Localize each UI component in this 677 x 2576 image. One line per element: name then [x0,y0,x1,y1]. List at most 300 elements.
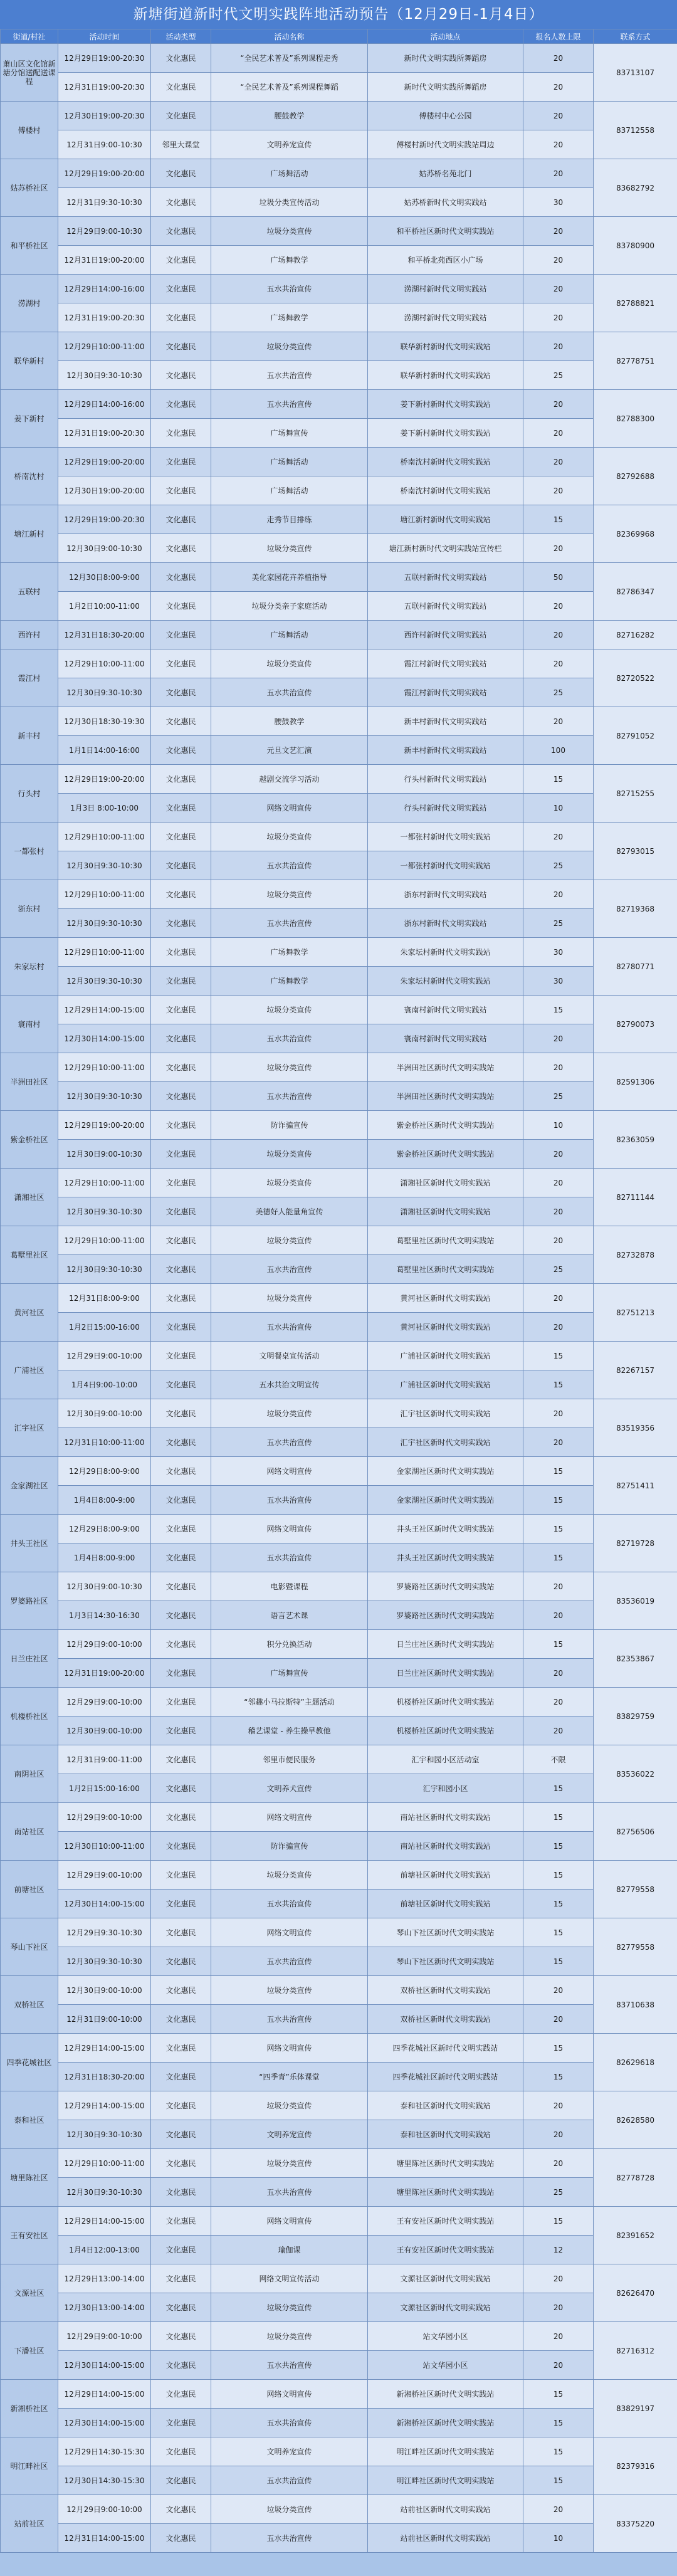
type-cell: 文化惠民 [151,102,211,130]
type-cell: 文化惠民 [151,1486,211,1515]
time-cell: 1月4日9:00-10:00 [58,1370,151,1399]
type-cell: 文化惠民 [151,505,211,534]
community-name-cell: 朱家坛村 [1,938,58,996]
contact-phone-cell: 82628580 [594,2091,677,2149]
time-cell: 12月29日9:00-10:00 [58,1688,151,1716]
type-cell: 文化惠民 [151,1716,211,1745]
contact-phone-cell: 82732878 [594,1226,677,1284]
capacity-cell: 15 [523,1803,594,1832]
table-row [1,1803,677,1832]
table-row [1,1774,677,1803]
time-cell: 12月29日9:00-10:00 [58,1342,151,1370]
capacity-cell: 20 [523,1601,594,1630]
capacity-cell: 15 [523,765,594,794]
location-cell: 联华新村新时代文明实践站 [368,332,523,361]
contact-phone-cell: 82379316 [594,2437,677,2495]
table-row [1,1976,677,2005]
activity-cell: 五水共治宣传 [211,678,368,707]
capacity-cell: 20 [523,448,594,476]
location-cell: 姑苏桥名苑北门 [368,159,523,188]
location-cell: 紫金桥社区新时代文明实践站 [368,1140,523,1169]
location-cell: 泰和社区新时代文明实践站 [368,2091,523,2120]
capacity-cell: 15 [523,2207,594,2236]
type-cell: 文化惠民 [151,275,211,303]
time-cell: 12月29日9:30-10:30 [58,1918,151,1947]
table-row [1,938,677,967]
location-cell: 潇湘社区新时代文明实践站 [368,1169,523,1197]
type-cell: 文化惠民 [151,2091,211,2120]
time-cell: 12月29日13:00-14:00 [58,2264,151,2293]
contact-phone-cell: 83375220 [594,2495,677,2553]
community-name-cell: 前塘社区 [1,1861,58,1918]
capacity-cell: 15 [523,2380,594,2409]
location-cell: 汇宇社区新时代文明实践站 [368,1428,523,1457]
time-cell: 12月30日9:00-10:00 [58,1976,151,2005]
location-cell: 广浦社区新时代文明实践站 [368,1342,523,1370]
community-name-cell: 桥南沈村 [1,448,58,505]
capacity-cell: 100 [523,736,594,765]
contact-phone-cell: 82779558 [594,1918,677,1976]
time-cell: 12月29日10:00-11:00 [58,1053,151,1082]
capacity-cell: 30 [523,938,594,967]
table-row [1,1688,677,1716]
activity-cell: 垃圾分类宣传 [211,332,368,361]
location-cell: 新湘桥社区新时代文明实践站 [368,2380,523,2409]
activity-cell: 广场舞宣传 [211,1659,368,1688]
contact-phone-cell: 82790073 [594,996,677,1053]
table-row [1,1601,677,1630]
time-cell: 12月30日19:00-20:00 [58,476,151,505]
type-cell: 文化惠民 [151,649,211,678]
type-cell: 文化惠民 [151,1313,211,1342]
capacity-cell: 20 [523,1140,594,1169]
activity-cell: 文明餐桌宣传活动 [211,1342,368,1370]
capacity-cell: 20 [523,649,594,678]
capacity-cell: 20 [523,73,594,102]
table-row [1,1111,677,1140]
type-cell: 文化惠民 [151,1774,211,1803]
capacity-cell: 20 [523,1428,594,1457]
location-cell: 五联村新时代文明实践站 [368,592,523,621]
capacity-cell: 15 [523,505,594,534]
capacity-cell: 15 [523,2034,594,2063]
table-row [1,2293,677,2322]
table-row [1,794,677,823]
capacity-cell: 15 [523,2466,594,2495]
time-cell: 12月30日14:00-15:00 [58,1024,151,1053]
location-cell: 塘江新村新时代文明实践站宣传栏 [368,534,523,563]
location-cell: 站文华园小区 [368,2351,523,2380]
type-cell: 文化惠民 [151,1947,211,1976]
type-cell: 文化惠民 [151,967,211,996]
location-cell: 半洲田社区新时代文明实践站 [368,1082,523,1111]
location-cell: 日兰庄社区新时代文明实践站 [368,1630,523,1659]
table-body [1,44,677,2553]
time-cell: 12月31日19:00-20:00 [58,1659,151,1688]
type-cell: 文化惠民 [151,1255,211,1284]
table-row [1,2264,677,2293]
location-cell: 王有安社区新时代文明实践站 [368,2207,523,2236]
contact-phone-cell: 82788821 [594,275,677,332]
contact-phone-cell: 82793015 [594,823,677,880]
type-cell: 文化惠民 [151,1169,211,1197]
capacity-cell: 12 [523,2236,594,2264]
table-row [1,2034,677,2063]
activity-cell: 元旦文艺汇演 [211,736,368,765]
capacity-cell: 20 [523,1053,594,1082]
activity-cell: 广场舞活动 [211,448,368,476]
location-cell: 霞江村新时代文明实践站 [368,678,523,707]
time-cell: 12月30日19:00-20:30 [58,102,151,130]
location-cell: 新丰村新时代文明实践站 [368,707,523,736]
contact-phone-cell: 82779558 [594,1861,677,1918]
type-cell: 文化惠民 [151,1111,211,1140]
contact-phone-cell: 82716282 [594,621,677,649]
contact-phone-cell: 82719728 [594,1515,677,1572]
contact-phone-cell: 83536019 [594,1572,677,1630]
table-row [1,2322,677,2351]
location-cell: 站文华园小区 [368,2322,523,2351]
type-cell: 文化惠民 [151,1861,211,1890]
contact-phone-cell: 83536022 [594,1745,677,1803]
time-cell: 12月29日9:00-10:00 [58,1803,151,1832]
header-cell-activity: 活动名称 [211,29,368,44]
activity-cell: 文明养犬宣传 [211,1774,368,1803]
activity-cell: 广场舞活动 [211,621,368,649]
location-cell: 寰南村新时代文明实践站 [368,1024,523,1053]
type-cell: 文化惠民 [151,1745,211,1774]
time-cell: 12月30日9:00-10:00 [58,1716,151,1745]
type-cell: 文化惠民 [151,1197,211,1226]
capacity-cell: 30 [523,967,594,996]
table-row [1,909,677,938]
capacity-cell: 15 [523,1515,594,1543]
community-name-cell: 明江畔社区 [1,2437,58,2495]
type-cell: 文化惠民 [151,1803,211,1832]
capacity-cell: 20 [523,2293,594,2322]
table-row [1,1457,677,1486]
capacity-cell: 20 [523,1688,594,1716]
type-cell: 文化惠民 [151,909,211,938]
contact-phone-cell: 82711144 [594,1169,677,1226]
location-cell: 金家湖社区新时代文明实践站 [368,1457,523,1486]
time-cell: 12月30日8:00-9:00 [58,563,151,592]
capacity-cell: 15 [523,1486,594,1515]
activity-cell: 五水共治宣传 [211,275,368,303]
capacity-cell: 20 [523,534,594,563]
table-row [1,2005,677,2034]
location-cell: 泰和社区新时代文明实践站 [368,2120,523,2149]
contact-phone-cell: 82778728 [594,2149,677,2207]
type-cell: 文化惠民 [151,621,211,649]
capacity-cell: 20 [523,419,594,448]
time-cell: 12月29日9:00-10:00 [58,2322,151,2351]
type-cell: 文化惠民 [151,765,211,794]
table-row [1,2409,677,2437]
activity-cell: 垃圾分类宣传 [211,217,368,246]
time-cell: 12月30日13:00-14:00 [58,2293,151,2322]
activity-cell: 五水共治宣传 [211,2524,368,2553]
contact-phone-cell: 82716312 [594,2322,677,2380]
location-cell: 王有安社区新时代文明实践站 [368,2236,523,2264]
type-cell: 文化惠民 [151,1053,211,1082]
time-cell: 12月29日14:00-16:00 [58,275,151,303]
activity-cell: 网络文明宣传活动 [211,2264,368,2293]
capacity-cell: 20 [523,1659,594,1688]
capacity-cell: 25 [523,851,594,880]
table-row [1,1140,677,1169]
capacity-cell: 25 [523,678,594,707]
table-row [1,765,677,794]
activity-cell: 网络文明宣传 [211,794,368,823]
capacity-cell: 25 [523,1255,594,1284]
contact-phone-cell: 82792688 [594,448,677,505]
location-cell: 汇宇社区新时代文明实践站 [368,1399,523,1428]
community-name-cell: 汇宇社区 [1,1399,58,1457]
contact-phone-cell: 83829197 [594,2380,677,2437]
type-cell: 文化惠民 [151,361,211,390]
capacity-cell: 不限 [523,1745,594,1774]
location-cell: 和平桥社区新时代文明实践站 [368,217,523,246]
activity-cell: 网络文明宣传 [211,1803,368,1832]
location-cell: 浙东村新时代文明实践站 [368,880,523,909]
table-row [1,390,677,419]
time-cell: 12月29日19:00-20:00 [58,159,151,188]
type-cell: 文化惠民 [151,2524,211,2553]
type-cell: 文化惠民 [151,1659,211,1688]
type-cell: 文化惠民 [151,678,211,707]
capacity-cell: 20 [523,2149,594,2178]
table-row [1,419,677,448]
type-cell: 文化惠民 [151,448,211,476]
contact-phone-cell: 82591306 [594,1053,677,1111]
type-cell: 文化惠民 [151,1918,211,1947]
capacity-cell: 20 [523,303,594,332]
time-cell: 1月1日14:00-16:00 [58,736,151,765]
table-row [1,1659,677,1688]
time-cell: 1月2日15:00-16:00 [58,1774,151,1803]
contact-phone-cell: 83682792 [594,159,677,217]
activity-cell: 五水共治文明宣传 [211,1370,368,1399]
type-cell: 文化惠民 [151,736,211,765]
capacity-cell: 20 [523,621,594,649]
capacity-cell: 15 [523,1832,594,1861]
location-cell: 四季花城社区新时代文明实践站 [368,2063,523,2091]
community-name-cell: 潇湘社区 [1,1169,58,1226]
time-cell: 12月31日9:00-11:00 [58,1745,151,1774]
table-row [1,678,677,707]
type-cell: 文化惠民 [151,592,211,621]
type-cell: 文化惠民 [151,1890,211,1918]
community-name-cell: 井头王社区 [1,1515,58,1572]
location-cell: 明江畔社区新时代文明实践站 [368,2437,523,2466]
table-row [1,159,677,188]
activity-cell: 五水共治宣传 [211,390,368,419]
location-cell: 文源社区新时代文明实践站 [368,2264,523,2293]
activity-cell: 广场舞活动 [211,476,368,505]
contact-phone-cell: 83712558 [594,102,677,159]
location-cell: 井头王社区新时代文明实践站 [368,1543,523,1572]
time-cell: 12月29日14:00-16:00 [58,390,151,419]
time-cell: 12月29日19:00-20:30 [58,505,151,534]
capacity-cell: 15 [523,1370,594,1399]
activity-cell: 垃圾分类宣传 [211,534,368,563]
time-cell: 12月30日14:00-15:00 [58,2351,151,2380]
table-row [1,649,677,678]
time-cell: 12月30日9:00-10:30 [58,1140,151,1169]
type-cell: 文化惠民 [151,2063,211,2091]
activity-cell: 电影暨课程 [211,1572,368,1601]
type-cell: 文化惠民 [151,1399,211,1428]
type-cell: 文化惠民 [151,217,211,246]
location-cell: 南站社区新时代文明实践站 [368,1803,523,1832]
header-cell-type: 活动类型 [151,29,211,44]
type-cell: 文化惠民 [151,2120,211,2149]
location-cell: 前塘社区新时代文明实践站 [368,1861,523,1890]
table-row [1,707,677,736]
type-cell: 文化惠民 [151,1082,211,1111]
time-cell: 12月29日9:00-10:00 [58,1861,151,1890]
time-cell: 12月29日14:00-15:00 [58,2207,151,2236]
location-cell: 汇宇和园小区 [368,1774,523,1803]
table-row [1,2207,677,2236]
community-name-cell: 罗婆路社区 [1,1572,58,1630]
activity-cell: 垃圾分类宣传 [211,2322,368,2351]
type-cell: 文化惠民 [151,938,211,967]
table-row [1,2236,677,2264]
table-row [1,534,677,563]
capacity-cell: 15 [523,2437,594,2466]
table-row [1,1284,677,1313]
activity-cell: 五水共治宣传 [211,1543,368,1572]
community-name-cell: 半洲田社区 [1,1053,58,1111]
type-cell: 文化惠民 [151,1630,211,1659]
activity-cell: 防诈骗宣传 [211,1111,368,1140]
capacity-cell: 20 [523,707,594,736]
community-name-cell: 塘江新村 [1,505,58,563]
location-cell: 姑苏桥新时代文明实践站 [368,188,523,217]
table-row [1,1543,677,1572]
community-name-cell: 寰南村 [1,996,58,1053]
location-cell: 琴山下社区新时代文明实践站 [368,1918,523,1947]
location-cell: 塘里陈社区新时代文明实践站 [368,2149,523,2178]
location-cell: 涝湖村新时代文明实践站 [368,275,523,303]
type-cell: 文化惠民 [151,1572,211,1601]
type-cell: 文化惠民 [151,246,211,275]
type-cell: 文化惠民 [151,1226,211,1255]
location-cell: 新丰村新时代文明实践站 [368,736,523,765]
activity-cell: 垃圾分类宣传 [211,649,368,678]
table-row [1,2063,677,2091]
location-cell: 新湘桥社区新时代文明实践站 [368,2409,523,2437]
table-row [1,1255,677,1284]
location-cell: 塘江新村新时代文明实践站 [368,505,523,534]
time-cell: 12月30日9:30-10:30 [58,678,151,707]
community-name-cell: 葛墅里社区 [1,1226,58,1284]
table-row [1,2351,677,2380]
activity-cell: 美化家园花卉养植指导 [211,563,368,592]
activity-cell: 广场舞教学 [211,967,368,996]
capacity-cell: 15 [523,1630,594,1659]
community-name-cell: 新湘桥社区 [1,2380,58,2437]
time-cell: 12月30日14:00-15:00 [58,1890,151,1918]
table-row [1,1197,677,1226]
activity-cell: 瑜伽课 [211,2236,368,2264]
type-cell: 文化惠民 [151,188,211,217]
page-title: 新塘街道新时代文明实践阵地活动预告（12月29日-1月4日） [0,0,677,29]
location-cell: 桥南沈村新时代文明实践站 [368,476,523,505]
activity-cell: 五水共治宣传 [211,2178,368,2207]
type-cell: 文化惠民 [151,332,211,361]
activity-cell: 五水共治宣传 [211,2409,368,2437]
time-cell: 12月29日9:00-10:30 [58,217,151,246]
location-cell: 日兰庄社区新时代文明实践站 [368,1659,523,1688]
capacity-cell: 20 [523,2120,594,2149]
type-cell: 文化惠民 [151,707,211,736]
capacity-cell: 20 [523,159,594,188]
activity-cell: 五水共治宣传 [211,1255,368,1284]
capacity-cell: 15 [523,1947,594,1976]
capacity-cell: 20 [523,332,594,361]
capacity-cell: 15 [523,1918,594,1947]
community-name-cell: 广浦社区 [1,1342,58,1399]
time-cell: 12月31日9:30-10:30 [58,188,151,217]
time-cell: 12月29日10:00-11:00 [58,1169,151,1197]
location-cell: 西许村新时代文明实践站 [368,621,523,649]
location-cell: 新时代文明实践所舞蹈房 [368,73,523,102]
capacity-cell: 15 [523,1342,594,1370]
type-cell: 文化惠民 [151,2495,211,2524]
time-cell: 12月31日19:00-20:30 [58,73,151,102]
type-cell: 文化惠民 [151,1976,211,2005]
type-cell: 文化惠民 [151,1457,211,1486]
location-cell: 联华新村新时代文明实践站 [368,361,523,390]
type-cell: 文化惠民 [151,44,211,73]
time-cell: 1月4日8:00-9:00 [58,1486,151,1515]
type-cell: 文化惠民 [151,996,211,1024]
location-cell: 南站社区新时代文明实践站 [368,1832,523,1861]
capacity-cell: 20 [523,275,594,303]
capacity-cell: 20 [523,476,594,505]
activity-cell: 垃圾分类宣传活动 [211,188,368,217]
contact-phone-cell: 82778751 [594,332,677,390]
community-name-cell: 琴山下社区 [1,1918,58,1976]
time-cell: 12月29日14:00-15:00 [58,2380,151,2409]
capacity-cell: 15 [523,1543,594,1572]
table-row [1,1342,677,1370]
location-cell: 井头王社区新时代文明实践站 [368,1515,523,1543]
table-row [1,1630,677,1659]
time-cell: 12月30日9:30-10:30 [58,2120,151,2149]
type-cell: 文化惠民 [151,2149,211,2178]
capacity-cell: 20 [523,1169,594,1197]
table-row [1,621,677,649]
location-cell: 一都张村新时代文明实践站 [368,823,523,851]
table-row [1,73,677,102]
table-row [1,1226,677,1255]
table-row [1,188,677,217]
capacity-cell: 20 [523,102,594,130]
type-cell: 文化惠民 [151,476,211,505]
type-cell: 文化惠民 [151,73,211,102]
time-cell: 12月29日9:00-10:00 [58,1630,151,1659]
capacity-cell: 20 [523,2495,594,2524]
location-cell: 四季花城社区新时代文明实践站 [368,2034,523,2063]
community-name-cell: 南站社区 [1,1803,58,1861]
table-row [1,1024,677,1053]
time-cell: 12月31日19:00-20:30 [58,303,151,332]
location-cell: 罗婆路社区新时代文明实践站 [368,1601,523,1630]
